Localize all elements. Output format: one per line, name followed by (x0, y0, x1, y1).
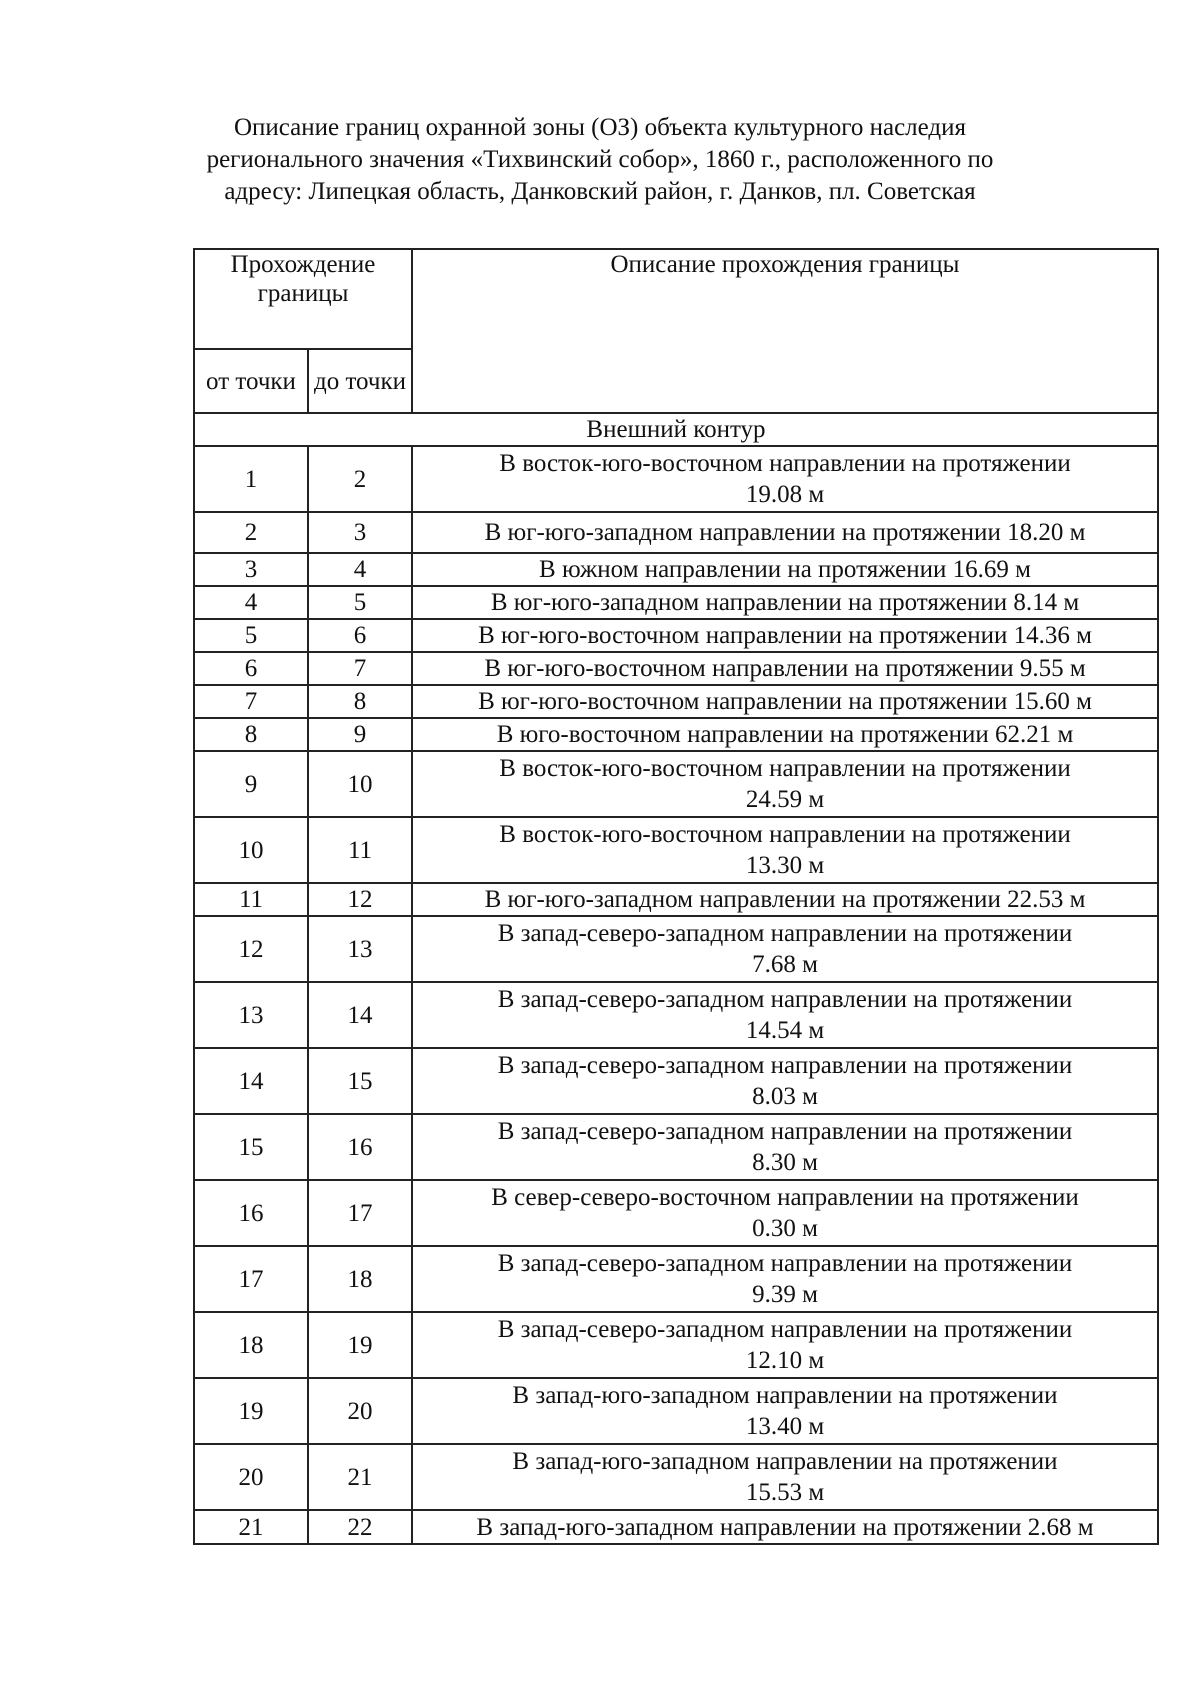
description-line: В юг-юго-восточном направлении на протяжении 9.55 м (484, 655, 1086, 682)
description-line: В юг-юго-западном направлении на протяжении 18.20 м (484, 519, 1086, 546)
description-cell (412, 619, 1158, 652)
description-cell (412, 817, 1158, 883)
to-point-cell: 20 (308, 1378, 412, 1444)
table-row (194, 883, 1158, 916)
description-cell (412, 1444, 1158, 1510)
description-line: В запад-северо-западном направлении на протяжении (497, 1316, 1073, 1343)
to-point-cell: 12 (308, 883, 412, 916)
description-cell (412, 652, 1158, 685)
description-cell (412, 1246, 1158, 1312)
description-line: В запад-северо-западном направлении на протяжении (497, 986, 1073, 1013)
description-line: 19.08 м (745, 481, 825, 508)
from-point-cell: 11 (194, 883, 308, 916)
table-row (194, 1444, 1158, 1510)
table-row (194, 1048, 1158, 1114)
header-description: Описание прохождения границы (412, 249, 1158, 413)
description-line: 15.53 м (745, 1479, 825, 1506)
description-line: 13.30 м (745, 852, 825, 879)
to-point-cell: 7 (308, 652, 412, 685)
from-point-cell: 19 (194, 1378, 308, 1444)
header-to-point: до точки (308, 349, 412, 413)
table-body (194, 413, 1158, 1544)
table-row (194, 982, 1158, 1048)
table-row (194, 718, 1158, 751)
from-point-cell: 15 (194, 1114, 308, 1180)
description-line: В восток-юго-восточном направлении на протяжении (499, 821, 1071, 848)
from-point-cell: 7 (194, 685, 308, 718)
description-line: В север-северо-восточном направлении на протяжении (491, 1184, 1079, 1211)
table-row (194, 1378, 1158, 1444)
table-row (194, 1246, 1158, 1312)
from-point-cell: 17 (194, 1246, 308, 1312)
description-line: В восток-юго-восточном направлении на протяжении (499, 450, 1071, 477)
to-point-cell: 21 (308, 1444, 412, 1510)
table-row (194, 586, 1158, 619)
to-point-cell: 8 (308, 685, 412, 718)
from-point-cell: 9 (194, 751, 308, 817)
table-row (194, 619, 1158, 652)
to-point-cell: 4 (308, 553, 412, 586)
table-row (194, 685, 1158, 718)
description-cell (412, 1180, 1158, 1246)
table-row (194, 553, 1158, 586)
to-point-cell: 5 (308, 586, 412, 619)
from-point-cell: 3 (194, 553, 308, 586)
to-point-cell: 15 (308, 1048, 412, 1114)
from-point-cell: 8 (194, 718, 308, 751)
description-line: В запад-северо-западном направлении на протяжении (497, 1118, 1073, 1145)
description-cell (412, 512, 1158, 553)
description-cell (412, 1312, 1158, 1378)
to-point-cell: 16 (308, 1114, 412, 1180)
from-point-cell: 14 (194, 1048, 308, 1114)
to-point-cell: 2 (308, 446, 412, 512)
from-point-cell: 2 (194, 512, 308, 553)
description-line: 9.39 м (752, 1281, 818, 1308)
description-cell (412, 685, 1158, 718)
description-line: 7.68 м (752, 951, 818, 978)
to-point-cell: 18 (308, 1246, 412, 1312)
to-point-cell: 22 (308, 1510, 412, 1544)
description-line: В запад-юго-западном направлении на протяжении (512, 1448, 1058, 1475)
description-cell (412, 1378, 1158, 1444)
description-cell (412, 1048, 1158, 1114)
description-line: В запад-юго-западном направлении на протяжении 2.68 м (476, 1513, 1094, 1541)
description-line: В юг-юго-восточном направлении на протяжении 14.36 м (478, 622, 1092, 649)
description-cell (412, 1510, 1158, 1544)
table-row (194, 1180, 1158, 1246)
from-point-cell: 1 (194, 446, 308, 512)
from-point-cell: 21 (194, 1510, 308, 1544)
to-point-cell: 13 (308, 916, 412, 982)
description-cell (412, 446, 1158, 512)
from-point-cell: 4 (194, 586, 308, 619)
description-cell (412, 751, 1158, 817)
from-point-cell: 6 (194, 652, 308, 685)
description-line: В запад-северо-западном направлении на протяжении (497, 920, 1073, 947)
description-line: В южном направлении на протяжении 16.69 м (539, 556, 1031, 583)
table-row (194, 817, 1158, 883)
description-line: 14.54 м (745, 1017, 825, 1044)
table-row (194, 1510, 1158, 1544)
description-cell (412, 553, 1158, 586)
table-row (194, 1114, 1158, 1180)
table-row (194, 652, 1158, 685)
from-point-cell: 13 (194, 982, 308, 1048)
from-point-cell: 18 (194, 1312, 308, 1378)
description-line: В запад-северо-западном направлении на протяжении (497, 1052, 1073, 1079)
from-point-cell: 10 (194, 817, 308, 883)
from-point-cell: 12 (194, 916, 308, 982)
header-from-point: от точки (194, 349, 308, 413)
title-line: регионального значения «Тихвинский собор», 1860 г., расположенного по (206, 146, 994, 173)
table-row (194, 512, 1158, 553)
description-cell (412, 982, 1158, 1048)
description-line: 0.30 м (752, 1215, 818, 1242)
boundary-table (193, 248, 1159, 1545)
description-cell (412, 883, 1158, 916)
table-row (194, 1312, 1158, 1378)
to-point-cell: 3 (308, 512, 412, 553)
description-line: 13.40 м (745, 1413, 825, 1440)
description-line: 12.10 м (745, 1347, 825, 1374)
to-point-cell: 10 (308, 751, 412, 817)
description-line: 8.03 м (752, 1083, 818, 1110)
table-row (194, 916, 1158, 982)
to-point-cell: 11 (308, 817, 412, 883)
description-line: В восток-юго-восточном направлении на протяжении (499, 755, 1071, 782)
title-line: Описание границ охранной зоны (ОЗ) объекта культурного наследия (233, 114, 967, 141)
from-point-cell: 5 (194, 619, 308, 652)
description-line: В юг-юго-западном направлении на протяжении 22.53 м (484, 886, 1086, 913)
to-point-cell: 19 (308, 1312, 412, 1378)
description-line: В юг-юго-западном направлении на протяжении 8.14 м (490, 589, 1080, 616)
description-line: В запад-северо-западном направлении на протяжении (497, 1250, 1073, 1277)
description-cell (412, 586, 1158, 619)
table-row (194, 446, 1158, 512)
to-point-cell: 14 (308, 982, 412, 1048)
to-point-cell: 6 (308, 619, 412, 652)
section-title: Внешний контур (194, 413, 1158, 446)
title-line: адресу: Липецкая область, Данковский район, г. Данков, пл. Советская (224, 178, 976, 205)
description-line: 24.59 м (745, 786, 825, 813)
table-row (194, 751, 1158, 817)
description-cell (412, 1114, 1158, 1180)
from-point-cell: 20 (194, 1444, 308, 1510)
description-cell (412, 916, 1158, 982)
description-line: В юг-юго-восточном направлении на протяжении 15.60 м (478, 688, 1092, 715)
description-cell (412, 718, 1158, 751)
header-passage: Прохождение границы (194, 249, 412, 349)
description-line: 8.30 м (752, 1149, 818, 1176)
from-point-cell: 16 (194, 1180, 308, 1246)
document-title (150, 112, 1050, 208)
to-point-cell: 9 (308, 718, 412, 751)
description-line: В запад-юго-западном направлении на протяжении (512, 1382, 1058, 1409)
to-point-cell: 17 (308, 1180, 412, 1246)
description-line: В юго-восточном направлении на протяжении 62.21 м (496, 721, 1074, 748)
